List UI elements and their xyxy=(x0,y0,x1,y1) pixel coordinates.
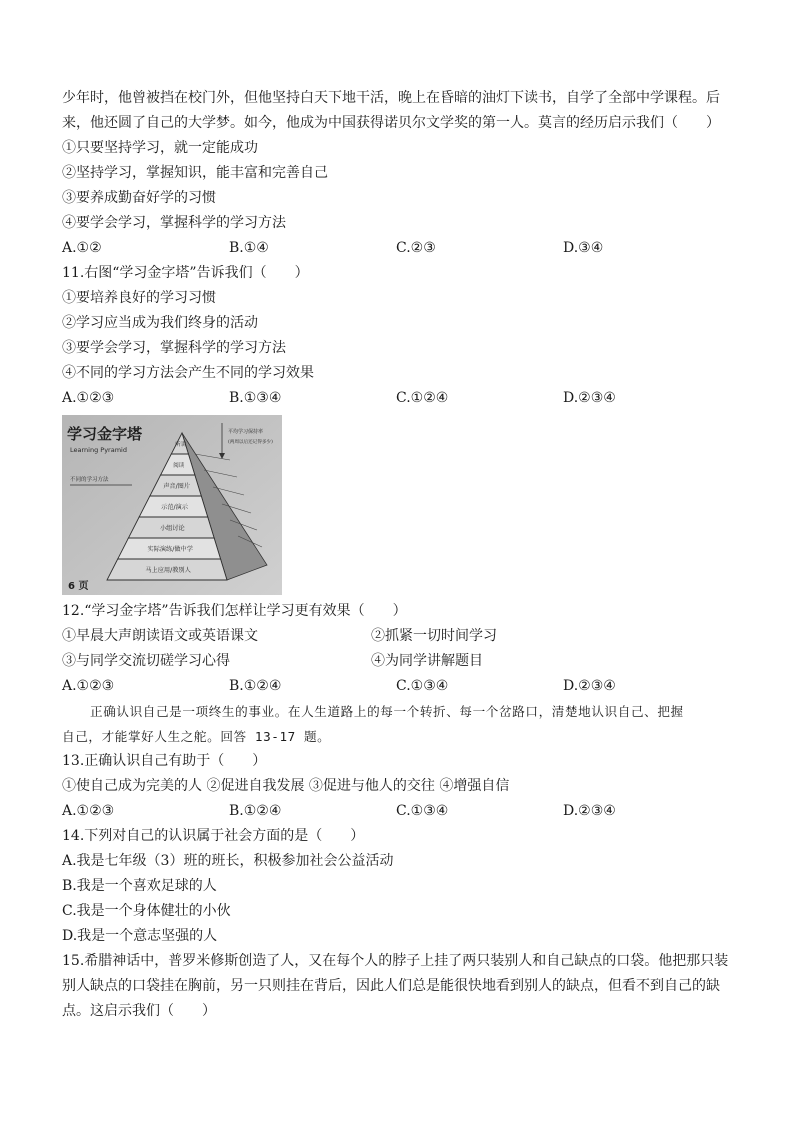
q10-item-2: ②坚持学习，掌握知识，能丰富和完善自己 xyxy=(62,165,328,181)
figure-right-note2: (两周以后还记得多少) xyxy=(228,440,273,445)
q12-item-3: ③与同学交流切磋学习心得 xyxy=(62,653,230,669)
figure-left-note: 不同的学习方法 xyxy=(70,477,109,483)
learning-pyramid-photo xyxy=(62,415,282,595)
q11-options xyxy=(62,386,730,411)
q12-option-a[interactable]: A.①②③ xyxy=(62,678,115,694)
figure-page-label: 6 页 xyxy=(68,581,89,592)
q10-stem-line2: 来，他还圆了自己的大学梦。如今，他成为中国获得诺贝尔文学奖的第一人。莫言的经历启示我们（ ） xyxy=(62,115,720,131)
pyramid-layer-label: 示范/演示 xyxy=(161,504,188,511)
q15-stem-line1: 15.希腊神话中，普罗米修斯创造了人，又在每个人的脖子上挂了两只装别人和自己缺点的口袋。他把那只装 xyxy=(62,953,729,969)
q10-option-c[interactable]: C.②③ xyxy=(396,240,436,256)
q11-option-c[interactable]: C.①②④ xyxy=(396,390,449,406)
figure-right-note1: 平均学习保持率 xyxy=(228,429,264,435)
q10-option-b[interactable]: B.①④ xyxy=(229,240,269,256)
q13-option-d[interactable]: D.②③④ xyxy=(563,803,616,819)
passage-line1: 正确认识自己是一项终生的事业。在人生道路上的每一个转折、每一个岔路口，清楚地认识自己、把握 xyxy=(90,704,684,719)
q13-options xyxy=(62,799,730,824)
q12-option-c[interactable]: C.①③④ xyxy=(396,678,449,694)
q15-stem-line3: 点。这启示我们（ ） xyxy=(62,1003,216,1019)
q10-option-a[interactable]: A.①② xyxy=(62,240,102,256)
pyramid-layer-label: 声音/图片 xyxy=(163,483,191,490)
q11-item-1: ①要培养良好的学习习惯 xyxy=(62,290,216,306)
q15-stem-line2: 别人缺点的口袋挂在胸前，另一只则挂在背后，因此人们总是能很快地看到别人的缺点，但看不到自己的缺 xyxy=(62,978,720,994)
q12-item-2: ②抓紧一切时间学习 xyxy=(371,628,497,644)
q13-option-c[interactable]: C.①③④ xyxy=(396,803,449,819)
q10-item-3: ③要养成勤奋好学的习惯 xyxy=(62,190,216,206)
q10-stem-line1: 少年时，他曾被挡在校门外，但他坚持白天下地干活，晚上在昏暗的油灯下读书，自学了全部中学课程。后 xyxy=(62,90,720,106)
exam-page xyxy=(62,86,730,1024)
passage-line2: 自己，才能掌好人生之舵。回答 13-17 题。 xyxy=(62,729,331,744)
q14-option-b[interactable]: B.我是一个喜欢足球的人 xyxy=(62,878,217,894)
q14-option-d[interactable]: D.我是一个意志坚强的人 xyxy=(62,928,218,944)
q12-items-row1 xyxy=(62,624,730,649)
q12-options xyxy=(62,674,730,699)
q10-option-d[interactable]: D.③④ xyxy=(563,240,604,256)
q12-option-d[interactable]: D.②③④ xyxy=(563,678,616,694)
q12-option-b[interactable]: B.①②④ xyxy=(229,678,282,694)
q11-item-4: ④不同的学习方法会产生不同的学习效果 xyxy=(62,365,314,381)
q11-option-b[interactable]: B.①③④ xyxy=(229,390,282,406)
q14-stem: 14.下列对自己的认识属于社会方面的是（ ） xyxy=(62,828,365,844)
q12-item-1: ①早晨大声朗读语文或英语课文 xyxy=(62,628,258,644)
q11-stem: 11.右图“学习金字塔”告诉我们（ ） xyxy=(62,265,309,281)
figure-title: 学习金字塔 xyxy=(67,425,143,443)
q14-option-a[interactable]: A.我是七年级（3）班的班长，积极参加社会公益活动 xyxy=(62,853,394,869)
q11-item-3: ③要学会学习，掌握科学的学习方法 xyxy=(62,340,286,356)
pyramid-layer-label: 马上应用/教别人 xyxy=(145,567,191,574)
q12-item-4: ④为同学讲解题目 xyxy=(371,653,483,669)
q12-stem: 12.“学习金字塔”告诉我们怎样让学习更有效果（ ） xyxy=(62,603,407,619)
q12-items-row2 xyxy=(62,649,730,674)
q10-item-1: ①只要坚持学习，就一定能成功 xyxy=(62,140,258,156)
pyramid-layer-label: 实际演练/做中学 xyxy=(147,546,193,553)
q10-item-4: ④要学会学习，掌握科学的学习方法 xyxy=(62,215,286,231)
pyramid-layer-label: 阅读 xyxy=(173,463,185,469)
q13-stem: 13.正确认识自己有助于（ ） xyxy=(62,753,267,769)
pyramid-layer-label: 小组讨论 xyxy=(159,525,185,532)
q13-items: ①使自己成为完美的人 ②促进自我发展 ③促进与他人的交往 ④增强自信 xyxy=(62,778,510,794)
q13-option-a[interactable]: A.①②③ xyxy=(62,803,115,819)
q11-option-d[interactable]: D.②③④ xyxy=(563,390,616,406)
pyramid-layer-label: 听讲 xyxy=(175,442,187,448)
q14-option-c[interactable]: C.我是一个身体健壮的小伙 xyxy=(62,903,231,919)
q13-option-b[interactable]: B.①②④ xyxy=(229,803,282,819)
figure-subtitle: Learning Pyramid xyxy=(70,446,127,454)
q11-item-2: ②学习应当成为我们终身的活动 xyxy=(62,315,258,331)
q10-options xyxy=(62,236,730,261)
q11-option-a[interactable]: A.①②③ xyxy=(62,390,115,406)
